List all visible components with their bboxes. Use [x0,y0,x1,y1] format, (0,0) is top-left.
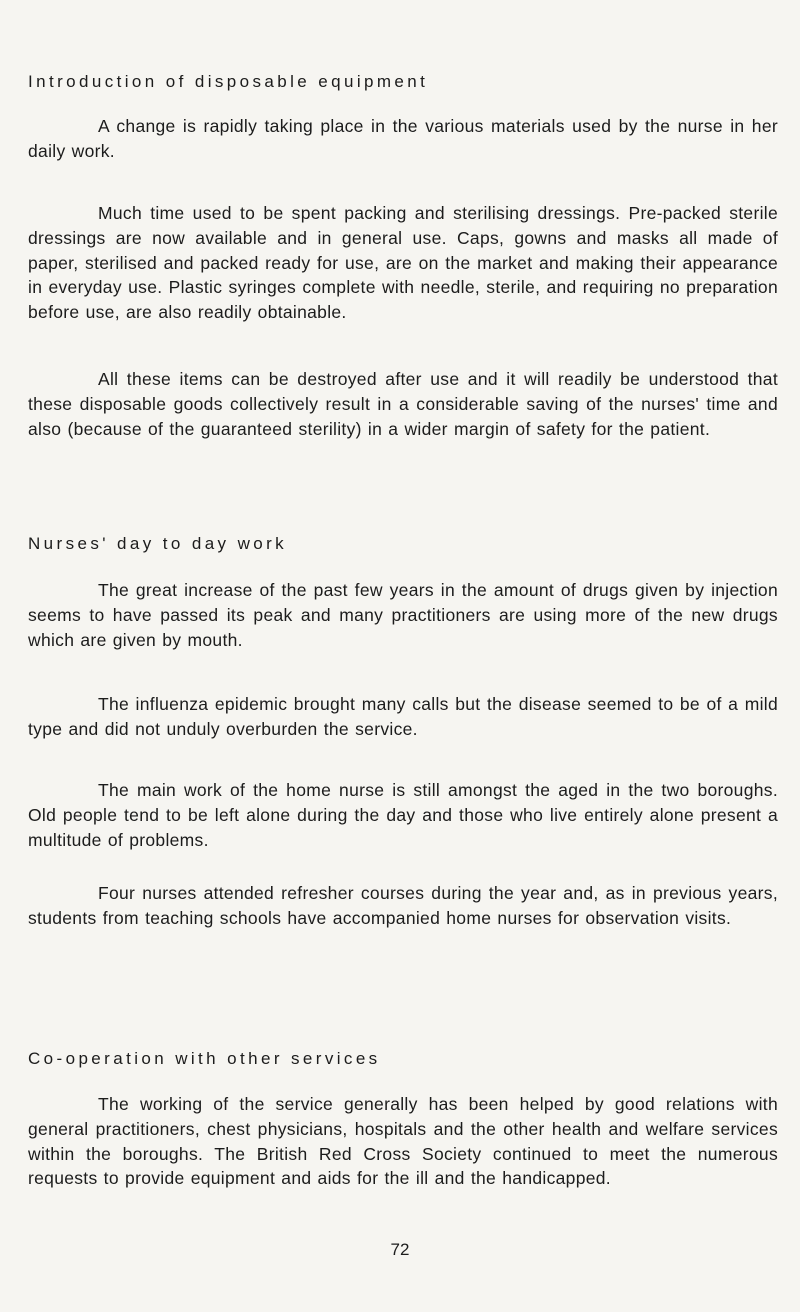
paragraph: The main work of the home nurse is still amongst the aged in the two boroughs. Old people tend to be left alone during the day and those who live entirely alone present a multitude of problems. [28,780,778,850]
section-heading-co-operation: Co-operation with other services [28,1049,381,1068]
paragraph: The influenza epidemic brought many calls but the disease seemed to be of a mild type and did not unduly overburden the service. [28,694,778,739]
paragraph: A change is rapidly taking place in the various materials used by the nurse in her daily work. [28,116,778,161]
paragraph: The working of the service generally has been helped by good relations with general practitioners, chest physicians, hospitals and the other health and welfare services within the boroughs. The British Red Cross Society continued to meet the numerous requests to provide equipment and aids for the ill and the handicapped. [28,1094,778,1189]
paragraph: Four nurses attended refresher courses during the year and, as in previous years, students from teaching schools have accompanied home nurses for observation visits. [28,883,778,928]
paragraph: Much time used to be spent packing and sterilising dressings. Pre-packed sterile dressings are now available and in general use. Caps, gowns and masks all made of paper, sterilised and packed ready for use, are on the market and making their appearance in everyday use. Plastic syringes complete with needle, sterile, and requiring no preparation before use, are also readily obtainable. [28,203,778,323]
paragraph: The great increase of the past few years in the amount of drugs given by injection seems to have passed its peak and many practitioners are using more of the new drugs which are given by mouth. [28,580,778,650]
section-heading-disposable-equipment: Introduction of disposable equipment [28,72,429,91]
section-heading-day-to-day-work: Nurses' day to day work [28,534,288,553]
paragraph: All these items can be destroyed after use and it will readily be understood that these disposable goods collectively result in a considerable saving of the nurses' time and also (because of the guaranteed sterility) in a wider margin of safety for the patient. [28,369,778,439]
page-number: 72 [390,1240,410,1259]
